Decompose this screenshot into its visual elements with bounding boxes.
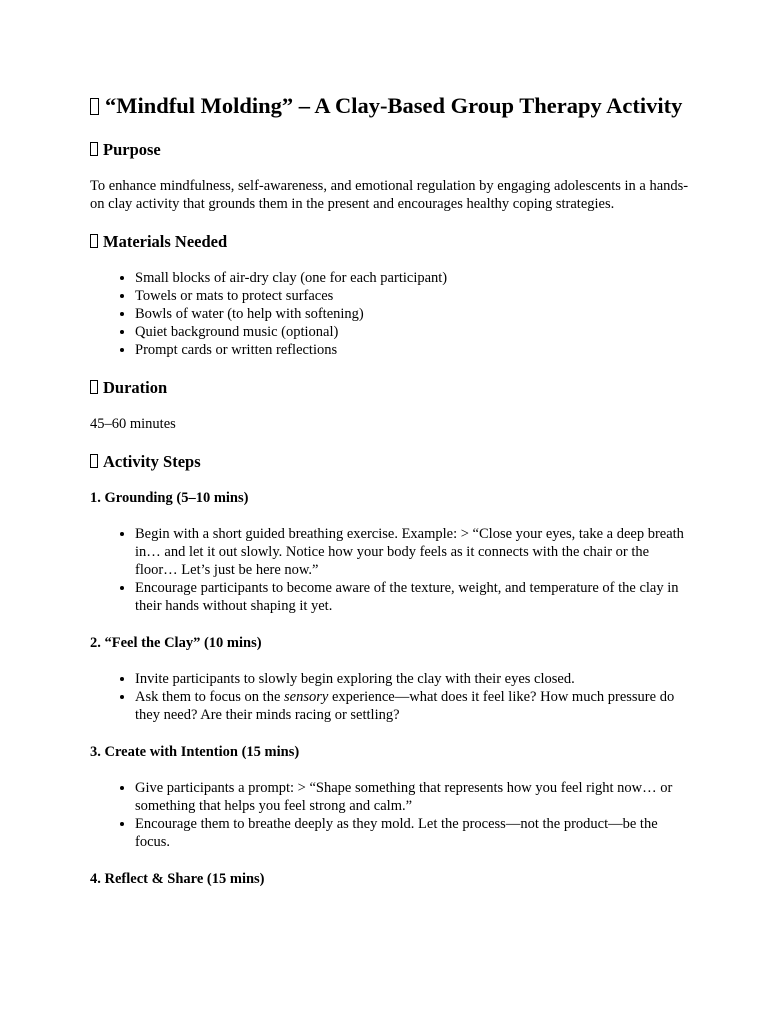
missing-glyph-icon [90, 142, 98, 156]
duration-text: 45–60 minutes [90, 416, 176, 432]
purpose-heading-text: Purpose [103, 140, 161, 159]
materials-heading-text: Materials Needed [103, 232, 228, 251]
duration-heading [90, 378, 690, 398]
step4-title: 4. Reflect & Share (15 mins) [90, 871, 265, 887]
item-text: experience—what does it feel like? How much pressure do they need? Are their minds racing or settling? [135, 689, 675, 723]
activity-steps-heading-text: Activity Steps [103, 452, 201, 471]
list-item: • Begin with a short guided breathing exercise. Example: > “Close your eyes, take a deep breath in… and let it out slowly. Notice how your body feels as it connects with the chair or the floor… Let’s just be here now.” [135, 525, 690, 579]
missing-glyph-icon [90, 98, 99, 115]
step2-title: 2. “Feel the Clay” (10 mins) [90, 635, 262, 651]
missing-glyph-icon [90, 234, 98, 248]
document-page [90, 92, 690, 906]
activity-steps-heading [90, 452, 690, 472]
purpose-heading [90, 140, 690, 160]
step1-title: 1. Grounding (5–10 mins) [90, 490, 249, 506]
document-title [90, 92, 690, 119]
duration-heading-text: Duration [103, 378, 168, 397]
item-emphasis: sensory [284, 689, 329, 705]
step1-list [90, 525, 690, 615]
missing-glyph-icon [90, 454, 98, 468]
step3-title: 3. Create with Intention (15 mins) [90, 744, 300, 760]
list-item: • Quiet background music (optional) [135, 323, 690, 341]
list-item [135, 688, 690, 724]
materials-heading [90, 232, 690, 252]
purpose-text: To enhance mindfulness, self-awareness, and emotional regulation by engaging adolescents in a hands-on clay activity that grounds them in the present and encourages healthy coping strategies. [90, 178, 689, 212]
list-item: • Invite participants to slowly begin exploring the clay with their eyes closed. [135, 670, 690, 688]
list-item: • Prompt cards or written reflections [135, 341, 690, 359]
missing-glyph-icon [90, 380, 98, 394]
step2-list [90, 670, 690, 724]
title-text: “Mindful Molding” – A Clay-Based Group Therapy Activity [105, 93, 683, 118]
list-item: • Encourage participants to become aware of the texture, weight, and temperature of the clay in their hands without shaping it yet. [135, 579, 690, 615]
step3-list [90, 779, 690, 851]
list-item: • Small blocks of air-dry clay (one for each participant) [135, 269, 690, 287]
list-item: • Towels or mats to protect surfaces [135, 287, 690, 305]
item-text: Ask them to focus on the [135, 689, 285, 705]
materials-list [90, 269, 690, 359]
list-item: • Bowls of water (to help with softening) [135, 305, 690, 323]
list-item: • Give participants a prompt: > “Shape something that represents how you feel right now… or something that helps you feel strong and calm.” [135, 779, 690, 815]
list-item: • Encourage them to breathe deeply as they mold. Let the process—not the product—be the focus. [135, 815, 690, 851]
